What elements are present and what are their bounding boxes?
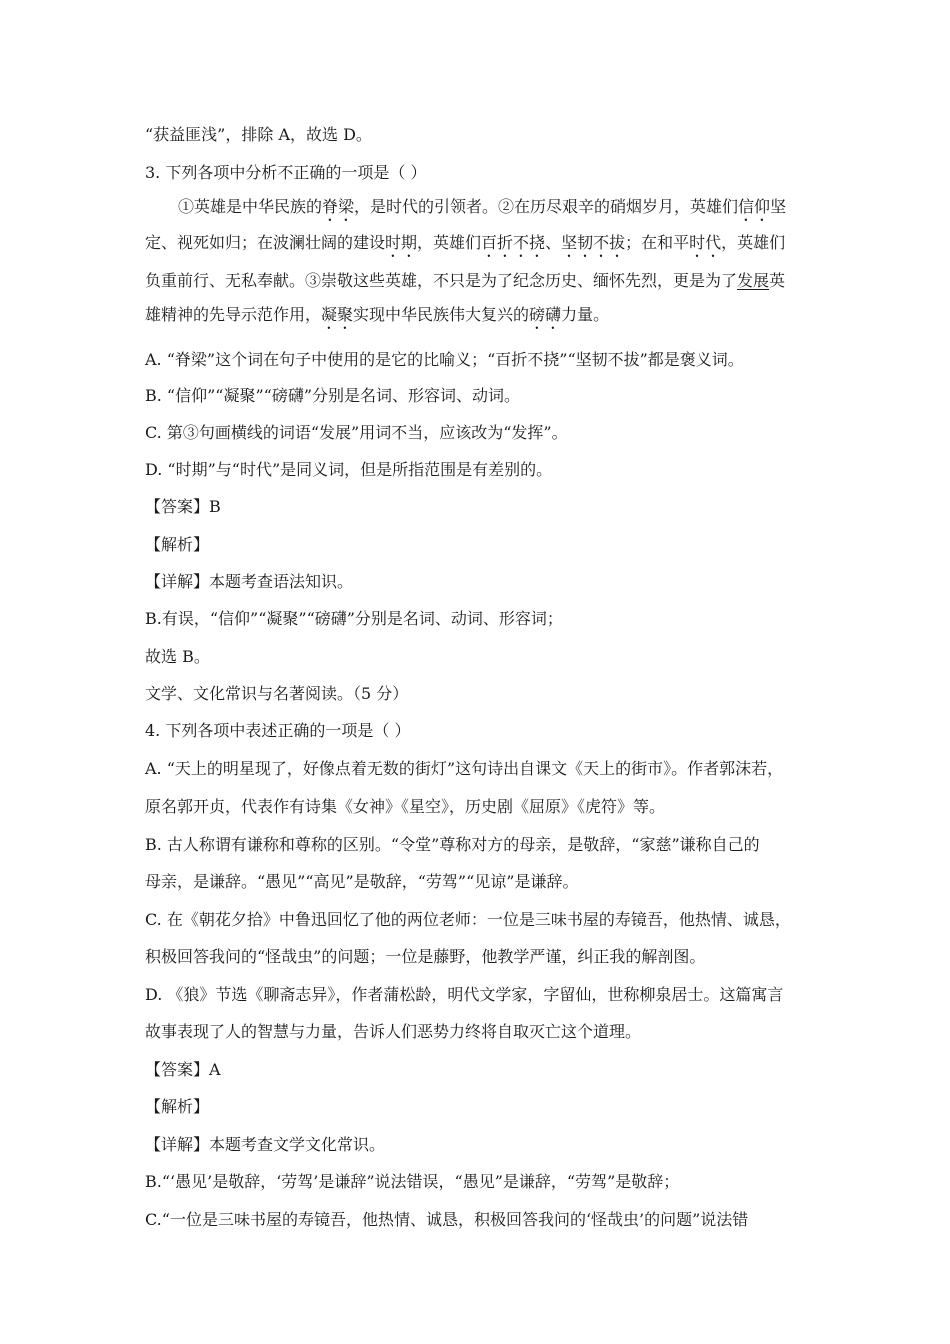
emphasized-word: 百折不挠	[481, 233, 546, 252]
option-d: D. 《狼》节选《聊斋志异》，作者蒲松龄，明代文学家，字留仙，世称柳泉居士。这篇寓言	[145, 985, 784, 1004]
underlined-word: 发展	[737, 271, 770, 290]
text-line: “获益匪浅”，排除 A，故选 D。	[145, 125, 372, 144]
option-c: C. 在《朝花夕拾》中鲁迅回忆了他的两位老师：一位是三味书屋的寿镜吾，他热情、诚恳，	[145, 910, 791, 929]
explanation-line: 故选 B。	[145, 647, 210, 666]
emphasized-word: 时代	[689, 233, 722, 252]
answer-label: 【答案】A	[145, 1060, 221, 1079]
emphasized-word: 磅礴	[529, 305, 562, 324]
passage-line-4: 雄精神的先导示范作用，凝聚实现中华民族伟大复兴的磅礴力量。	[145, 305, 610, 324]
option-d-continued: 故事表现了人的智慧与力量，告诉人们恶势力终将自取灭亡这个道理。	[145, 1022, 642, 1041]
detail-line: 【详解】本题考查语法知识。	[145, 572, 354, 591]
analysis-label: 【解析】	[145, 535, 210, 554]
emphasized-word: 脊梁	[322, 197, 355, 216]
answer-label: 【答案】B	[145, 497, 221, 516]
option-d: D. “时期”与“时代”是同义词，但是所指范围是有差别的。	[145, 460, 553, 479]
emphasized-word: 时期	[385, 233, 418, 252]
option-a-continued: 原名郭开贞，代表作有诗集《女神》《星空》，历史剧《屈原》《虎符》等。	[145, 797, 666, 816]
option-a: A. “脊梁”这个词在句子中使用的是它的比喻义；“百折不挠”“坚韧不拔”都是褒义词。	[145, 350, 744, 369]
option-a: A. “天上的明星现了，好像点着无数的街灯”这句诗出自课文《天上的街市》。作者郭沫若，	[145, 759, 784, 778]
question-3-stem: 3. 下列各项中分析不正确的一项是（ ）	[145, 163, 427, 182]
passage-line-2: 定、视死如归；在波澜壮阔的建设时期，英雄们百折不挠、坚韧不拔；在和平时代，英雄们	[145, 233, 786, 252]
emphasized-word: 信仰	[738, 197, 771, 216]
option-b-continued: 母亲，是谦辞。“愚见”“高见”是敬辞，“劳驾”“见谅”是谦辞。	[145, 872, 579, 891]
passage-line-3: 负重前行、无私奉献。③崇敬这些英雄，不只是为了纪念历史、缅怀先烈，更是为了发展英	[145, 271, 786, 290]
explanation-line: B.“‘愚见’是敬辞，‘劳驾’是谦辞”说法错误，“愚见”是谦辞，“劳驾”是敬辞；	[145, 1172, 680, 1191]
analysis-label: 【解析】	[145, 1097, 210, 1116]
option-b: B. “信仰”“凝聚”“磅礴”分别是名词、形容词、动词。	[145, 386, 521, 405]
emphasized-word: 坚韧不拔	[561, 233, 626, 252]
explanation-line: C.“一位是三味书屋的寿镜吾，他热情、诚恳，积极回答我问的‘怪哉虫’的问题”说法错	[145, 1210, 749, 1229]
option-c-continued: 积极回答我问的“怪哉虫”的问题；一位是藤野，他教学严谨，纠正我的解剖图。	[145, 947, 706, 966]
section-heading: 文学、文化常识与名著阅读。（5 分）	[145, 684, 409, 703]
emphasized-word: 凝聚	[321, 305, 354, 324]
explanation-line: B.有误，“信仰”“凝聚”“磅礴”分别是名词、动词、形容词；	[145, 609, 563, 628]
option-b: B. 古人称谓有谦称和尊称的区别。“令堂”尊称对方的母亲，是敬辞，“家慈”谦称自己的	[145, 835, 760, 854]
question-4-stem: 4. 下列各项中表述正确的一项是（ ）	[145, 721, 411, 740]
option-c: C. 第③句画横线的词语“发展”用词不当，应该改为“发挥”。	[145, 423, 568, 442]
passage-line-1: ①英雄是中华民族的脊梁，是时代的引领者。②在历尽艰辛的硝烟岁月，英雄们信仰坚	[178, 197, 787, 216]
detail-line: 【详解】本题考查文学文化常识。	[145, 1135, 386, 1154]
